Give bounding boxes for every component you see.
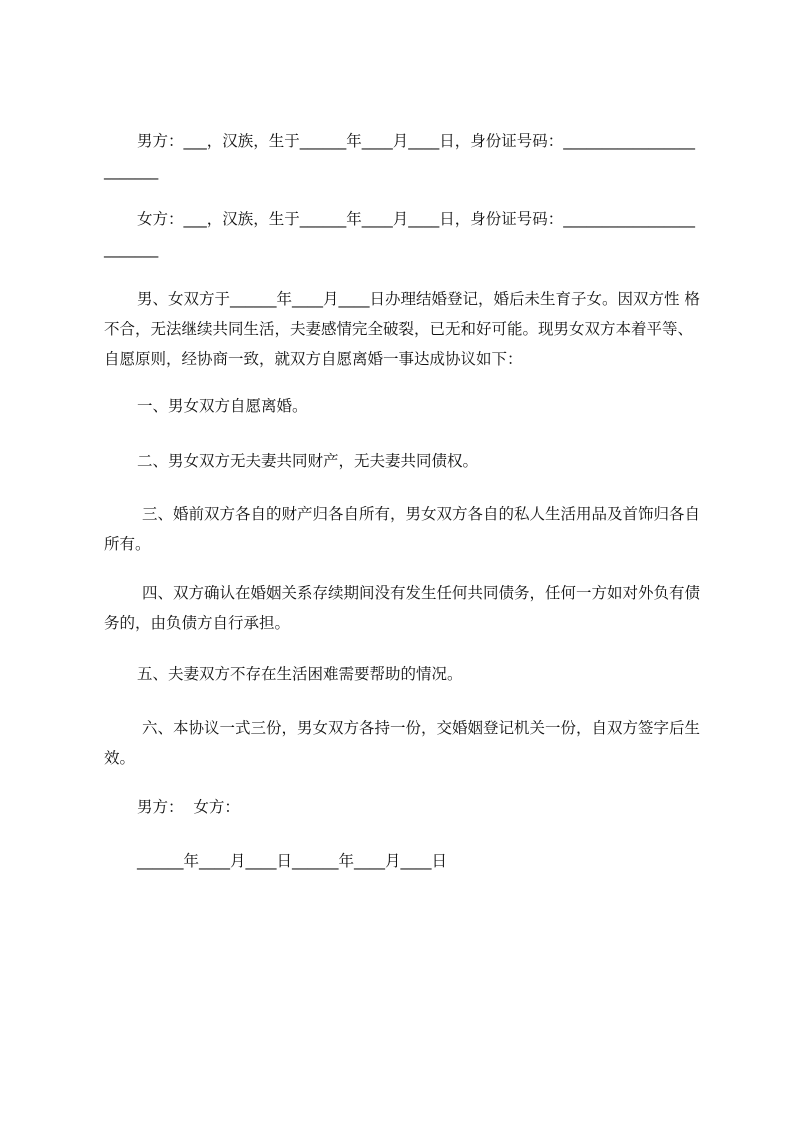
female-party-info: 女方：___，汉族，生于______年____月____日，身份证号码：________________________ [104, 210, 696, 258]
signature-dates: ______年____月____日______年____月____日 [137, 852, 448, 870]
clause-one: 一、男女双方自愿离婚。 [137, 397, 308, 415]
clause-four: 四、双方确认在婚姻关系存续期间没有发生任何共同债务，任何一方如对外负有债务的，由负债方自行承担。 [104, 584, 700, 632]
clause-five: 五、夫妻双方不存在生活困难需要帮助的情况。 [137, 665, 463, 683]
marriage-background-paragraph: 男、女双方于______年____月____日办理结婚登记，婚后未生育子女。因双方性 格不合，无法继续共同生活，夫妻感情完全破裂，已无和好可能。现男女双方本着平等、自愿原则，经协商一致，就双方自愿离婚一事达成协议如下： [104, 290, 700, 368]
male-party-info: 男方：___，汉族，生于______年____月____日，身份证号码：________________________ [104, 132, 696, 180]
clause-six: 六、本协议一式三份，男女双方各持一份，交婚姻登记机关一份，自双方签字后生效。 [104, 719, 700, 767]
clause-three: 三、婚前双方各自的财产归各自所有，男女双方各自的私人生活用品及首饰归各自所有。 [104, 505, 700, 553]
clause-two: 二、男女双方无夫妻共同财产，无夫妻共同债权。 [137, 452, 479, 470]
signature-labels: 男方： 女方： [137, 798, 240, 816]
